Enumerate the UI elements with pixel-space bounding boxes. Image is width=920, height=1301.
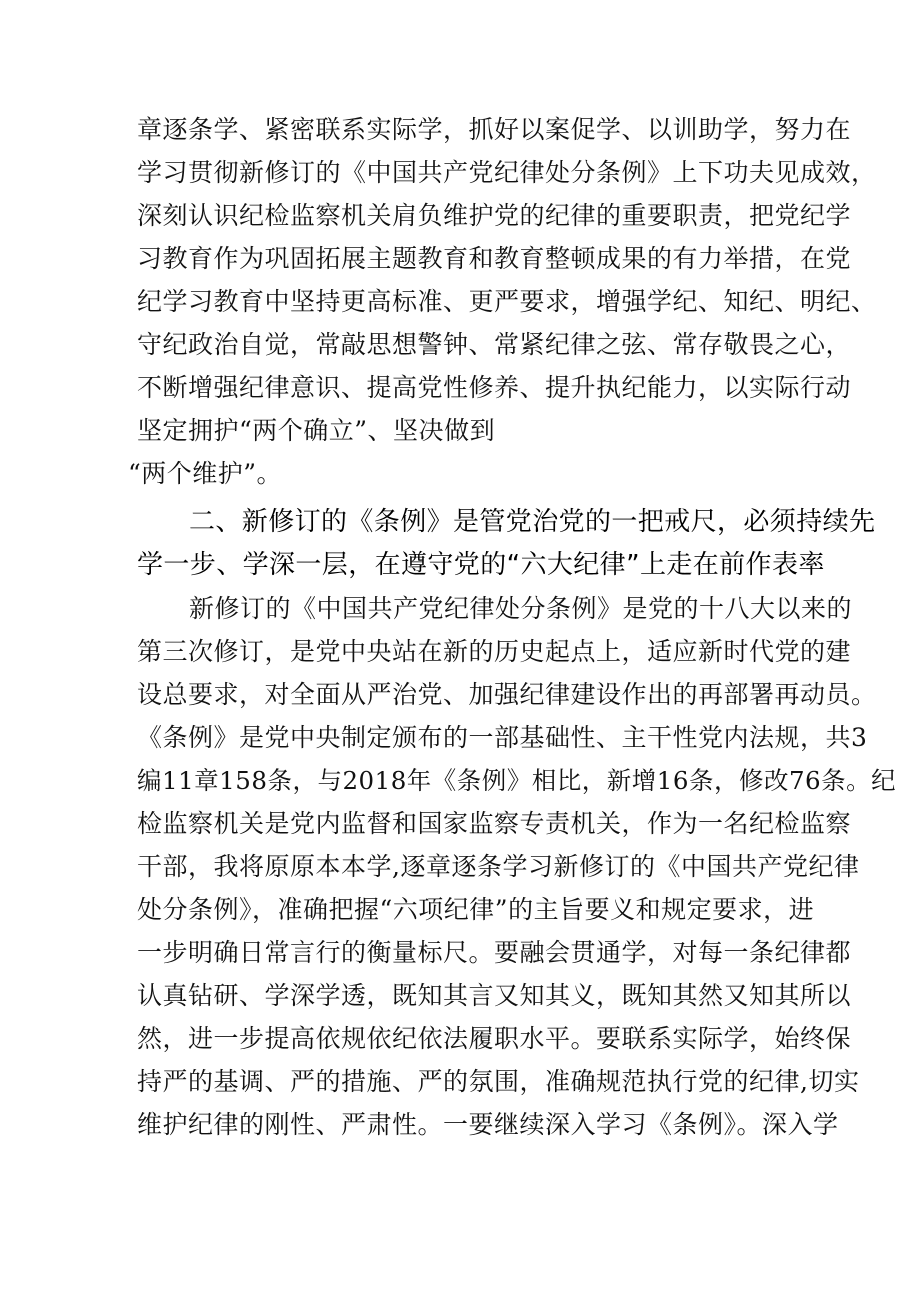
body-line: 守纪政治自觉，常敲思想警钟、常紧纪律之弦、常存敬畏之心， [137,330,852,359]
body-line: 处分条例》，准确把握“六项纪律”的主旨要义和规定要求，进 [137,895,815,924]
body-line: 深刻认识纪检监察机关肩负维护党的纪律的重要职责，把党纪学 [137,201,852,230]
body-line: 维护纪律的刚性、严肃性。一要继续深入学习《条例》。深入学 [137,1110,839,1139]
body-line: 然，进一步提高依规依纪依法履职水平。要联系实际学，始终保 [137,1024,852,1053]
body-line: 《条例》是党中央制定颁布的一部基础性、主干性党内法规，共3 [137,723,868,752]
section-heading-line: 学一步、学深一层，在遵守党的“六大纪律”上走在前作表率 [137,550,825,580]
body-line: 认真钻研、学深学透，既知其言又知其义，既知其然又知其所以 [137,981,852,1010]
body-line: 一步明确日常言行的衡量标尺。要融会贯通学，对每一条纪律都 [137,938,852,967]
body-line: 习教育作为巩固拓展主题教育和教育整顿成果的有力举措，在党 [137,244,852,273]
body-line: 坚定拥护“两个确立”、坚决做到 [137,416,496,445]
body-line: 章逐条学、紧密联系实际学，抓好以案促学、以训助学，努力在 [137,115,852,144]
body-line: 纪学习教育中坚持更高标准、更严要求，增强学纪、知纪、明纪、 [137,287,877,316]
body-line: 学习贯彻新修订的《中国共产党纪律处分条例》上下功夫见成效， [137,158,877,187]
body-line: 干部，我将原原本本学,逐章逐条学习新修订的《中国共产党纪律 [137,852,860,881]
body-line: 编11章158条，与2018年《条例》相比，新增16条，修改76条。纪 [137,766,897,795]
body-line: 第三次修订，是党中央站在新的历史起点上，适应新时代党的建 [137,637,852,666]
body-line: 持严的基调、严的措施、严的氛围，准确规范执行党的纪律,切实 [137,1067,860,1096]
body-line: 新修订的《中国共产党纪律处分条例》是党的十八大以来的 [189,594,853,623]
section-heading-line: 二、新修订的《条例》是管党治党的一把戒尺，必须持续先 [189,507,876,537]
body-line: 检监察机关是党内监督和国家监察专责机关，作为一名纪检监察 [137,809,852,838]
body-line: “两个维护”。 [128,459,283,488]
body-line: 设总要求，对全面从严治党、加强纪律建设作出的再部署再动员。 [137,680,877,709]
body-line: 不断增强纪律意识、提高党性修养、提升执纪能力，以实际行动 [137,373,852,402]
